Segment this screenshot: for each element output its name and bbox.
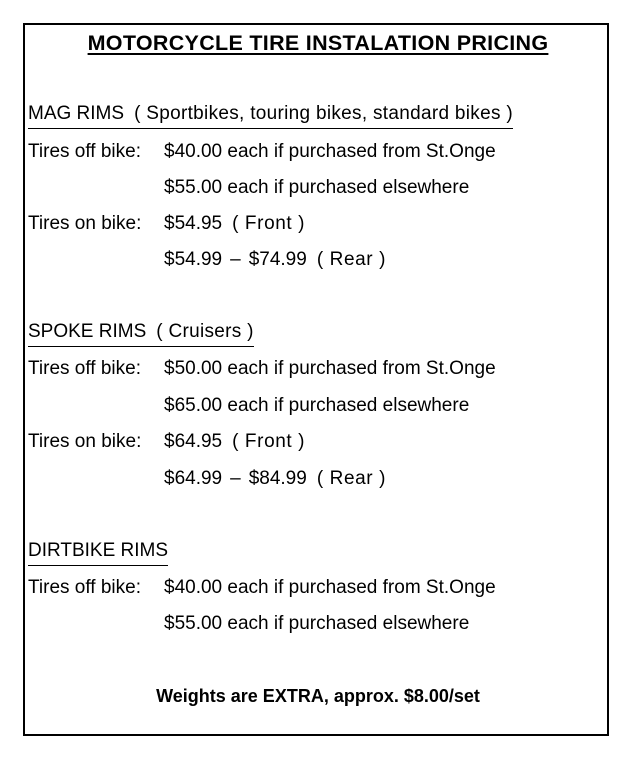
page-title: MOTORCYCLE TIRE INSTALATION PRICING — [87, 31, 549, 55]
spoke-tires-on-label: Tires on bike: — [28, 431, 142, 452]
spoke-rims-subtitle: ( Cruisers ) — [156, 321, 254, 342]
mag-front-note: ( Front ) — [232, 213, 306, 234]
spoke-rear-note: ( Rear ) — [316, 468, 387, 489]
dirtbike-rims-heading — [28, 540, 168, 566]
spoke-rear-price-low: $64.99 — [164, 468, 223, 489]
mag-rims-subtitle: ( Sportbikes, touring bikes, standard bikes ) — [134, 103, 513, 124]
spoke-tires-on-rear — [164, 468, 386, 490]
spoke-rear-dash: – — [230, 468, 241, 489]
dirtbike-rims-title: DIRTBIKE RIMS — [28, 540, 169, 561]
mag-rims-title: MAG RIMS — [28, 103, 125, 124]
mag-rims-heading — [28, 103, 513, 129]
dirt-tires-off-label: Tires off bike: — [28, 577, 141, 598]
spoke-tires-on-front — [164, 431, 305, 453]
spoke-rims-heading — [28, 321, 254, 347]
spoke-rear-price-high: $84.99 — [248, 468, 307, 489]
mag-tires-off-stonge-price: $40.00 each if purchased from St.Onge — [164, 141, 496, 162]
spoke-front-price: $64.95 — [164, 431, 223, 452]
spoke-tires-off-stonge-price: $50.00 each if purchased from St.Onge — [164, 358, 496, 379]
dirt-tires-off-elsewhere-price: $55.00 each if purchased elsewhere — [164, 613, 470, 634]
mag-front-price: $54.95 — [164, 213, 223, 234]
mag-tires-on-label: Tires on bike: — [28, 213, 142, 234]
dirt-tires-off-stonge-price: $40.00 each if purchased from St.Onge — [164, 577, 496, 598]
mag-rear-note: ( Rear ) — [316, 249, 387, 270]
spoke-rims-title: SPOKE RIMS — [28, 321, 147, 342]
mag-tires-on-front — [164, 213, 305, 235]
mag-tires-off-elsewhere-price: $55.00 each if purchased elsewhere — [164, 177, 470, 198]
weights-note: Weights are EXTRA, approx. $8.00/set — [156, 686, 480, 706]
mag-tires-off-label: Tires off bike: — [28, 141, 141, 162]
spoke-tires-off-label: Tires off bike: — [28, 358, 141, 379]
mag-rear-price-high: $74.99 — [248, 249, 307, 270]
mag-rear-dash: – — [230, 249, 241, 270]
spoke-tires-off-elsewhere-price: $65.00 each if purchased elsewhere — [164, 395, 470, 416]
mag-tires-on-rear — [164, 249, 386, 271]
spoke-front-note: ( Front ) — [232, 431, 306, 452]
mag-rear-price-low: $54.99 — [164, 249, 223, 270]
